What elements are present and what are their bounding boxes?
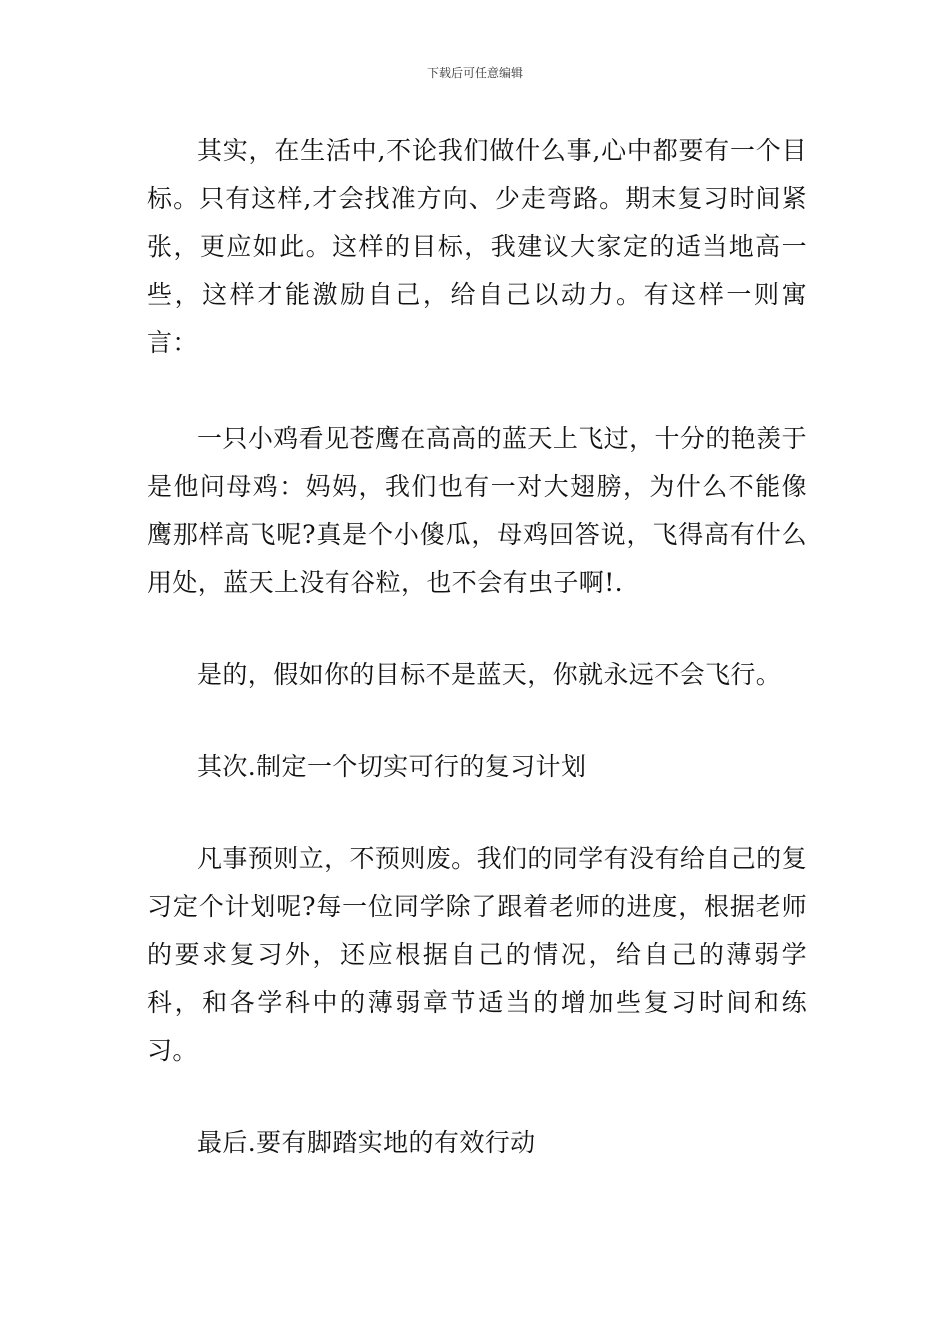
paragraph-plan: 凡事预则立，不预则废。我们的同学有没有给自己的复习定个计划呢?每一位同学除了跟着老师的进度，根据老师的要求复习外，还应根据自己的情况，给自己的薄弱学科，和各学科中的薄弱章节适当的增加些复习时间和练习。 <box>147 844 807 1065</box>
heading-action: 最后.要有脚踏实地的有效行动 <box>197 1128 536 1157</box>
paragraph-goal: 其实，在生活中,不论我们做什么事,心中都要有一个目标。只有这样,才会找准方向、少走弯路。期末复习时间紧张，更应如此。这样的目标，我建议大家定的适当地高一些，这样才能激励自己，给自己以动力。有这样一则寓言： <box>147 136 807 357</box>
document-body <box>147 127 807 1167</box>
page-header: 下载后可任意编辑 <box>426 66 523 80</box>
heading-plan: 其次.制定一个切实可行的复习计划 <box>197 752 587 781</box>
paragraph-fable: 一只小鸡看见苍鹰在高高的蓝天上飞过，十分的艳羡于是他问母鸡：妈妈，我们也有一对大翅膀，为什么不能像鹰那样高飞呢?真是个小傻瓜，母鸡回答说，飞得高有什么用处，蓝天上没有谷粒，也不会有虫子啊!. <box>147 424 807 597</box>
paragraph-conclusion: 是的，假如你的目标不是蓝天，你就永远不会飞行。 <box>197 660 782 689</box>
